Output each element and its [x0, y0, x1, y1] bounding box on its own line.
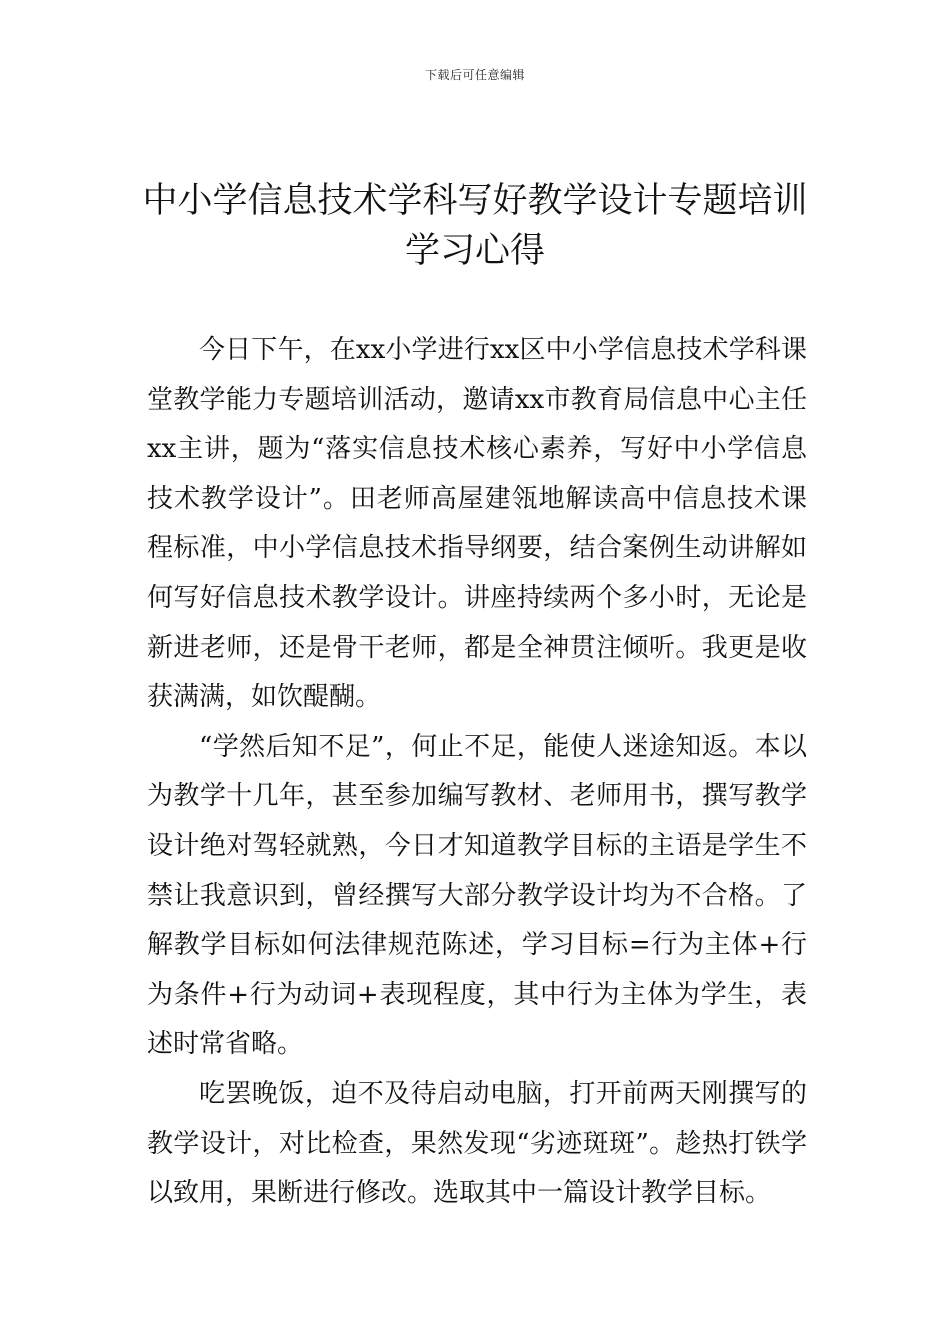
document-body [147, 326, 807, 1219]
header-note: 下载后可任意编辑 [424, 68, 525, 82]
paragraph-3: 吃罢晚饭，迫不及待启动电脑，打开前两天刚撰写的教学设计，对比检查，果然发现“劣迹斑斑”。趁热打铁学以致用，果断进行修改。选取其中一篇设计教学目标。 [147, 1078, 807, 1209]
paragraph-1: 今日下午，在xx小学进行xx区中小学信息技术学科课堂教学能力专题培训活动，邀请xx市教育局信息中心主任xx主讲，题为“落实信息技术核心素养，写好中小学信息技术教学设计”。田老师高屋建瓴地解读高中信息技术课程标准，中小学信息技术指导纲要，结合案例生动讲解如何写好信息技术教学设计。讲座持续两个多小时，无论是新进老师，还是骨干老师，都是全神贯注倾听。我更是收获满满，如饮醍醐。 [147, 335, 807, 713]
paragraph-2: “学然后知不足”，何止不足，能使人迷途知返。本以为教学十几年，甚至参加编写教材、老师用书，撰写教学设计绝对驾轻就熟，今日才知道教学目标的主语是学生不禁让我意识到，曾经撰写大部分教学设计均为不合格。了解教学目标如何法律规范陈述，学习目标=行为主体+行为条件+行为动词+表现程度，其中行为主体为学生，表述时常省略。 [147, 731, 807, 1060]
document-title: 中小学信息技术学科写好教学设计专题培训学习心得 [142, 181, 808, 271]
